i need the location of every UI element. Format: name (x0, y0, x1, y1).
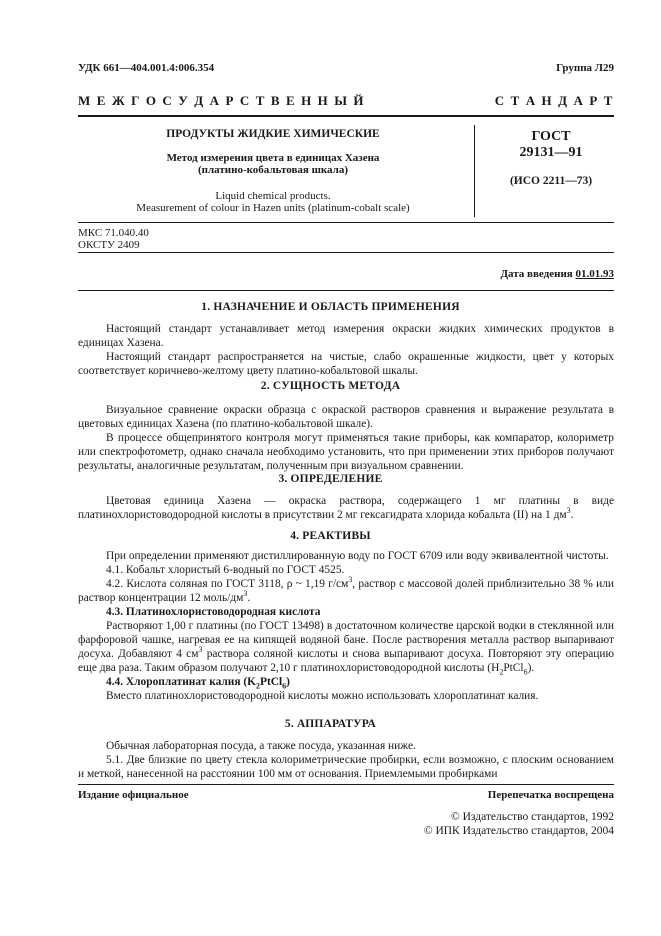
group-code: Группа Л29 (556, 62, 614, 74)
iso-number: (ИСО 2211—73) (509, 175, 593, 187)
date-intro-label: Дата введения (500, 268, 573, 280)
section-1-heading: 1. НАЗНАЧЕНИЕ И ОБЛАСТЬ ПРИМЕНЕНИЯ (201, 301, 460, 313)
clause-4-4-title: 4.4. Хлороплатинат калия $(K_2PtCl_6)$ (106, 676, 290, 691)
date-intro (500, 268, 614, 280)
title-divider (474, 125, 475, 217)
clause-4-3-body: Растворяют 1,00 г платины (по ГОСТ 13498) в достаточном количестве царской водки в стеклянной или фарфоровой чашке, нагревая ее на кипящей водяной бане. После растворения металла раствор выпаривают досуха. Добавляют 4 $см^3$ раствора соляной кислоты и снова выпаривают досуха. Повторяют эту операцию еще два раза. Таким образом получают 2,10 г платинохлористоводородной кислоты $(H_2PtCl_6)$. (78, 620, 614, 677)
copyright-block (424, 810, 614, 838)
title-en-1: Liquid chemical products. (215, 190, 331, 202)
date-intro-value: 01.01.93 (575, 268, 614, 280)
header-rule (78, 115, 614, 117)
clause-5-1: 5.1. Две близкие по цвету стекла колориметрические пробирки, если возможно, с плоским основанием и меткой, нанесенной на расстоянии 100 мм от основания. Приемлемыми пробирками (78, 754, 614, 780)
title-sub-2: (платино-кобальтовая шкала) (197, 164, 348, 176)
clause-4-3-title: 4.3. Платинохлористоводородная кислота (106, 606, 321, 618)
copyright-1992: © Издательство стандартов, 1992 (450, 811, 614, 823)
udc-code: УДК 661—404.001.4:006.354 (78, 62, 215, 74)
paragraph: Визуальное сравнение окраски образца с окраской растворов сравнения и выражение результата в цветовых единицах Хазена (по платино-кобальтовой шкале). (78, 404, 614, 430)
interstate-label: М Е Ж Г О С У Д А Р С Т В Е Н Н Ы Й (78, 93, 366, 108)
paragraph: Цветовая единица Хазена — окраска раствора, содержащего 1 мг платины в виде платинохлористоводородной кислоты в присутствии 2 мг гексагидрата хлорида кобальта (II) на 1 $дм^3$. (78, 495, 614, 521)
section-5-heading: 5. АППАРАТУРА (284, 718, 377, 730)
paragraph: Настоящий стандарт распространяется на чистые, слабо окрашенные жидкости, цвет у которых соответствует коричнево-желтому цвету платино-кобальтовой шкалы. (78, 351, 614, 377)
standard-label: С Т А Н Д А Р Т (494, 93, 614, 108)
paragraph: В процессе общепринятого контроля могут применяться такие приборы, как компаратор, колориметр или спектрофотометр, однако сначала необходимо установить, что при применении этих приборов получают результаты, аналогичные результатам, полученным при визуальном сравнении. (78, 432, 614, 472)
date-rule (78, 290, 614, 291)
copyright-2004: © ИПК Издательство стандартов, 2004 (423, 825, 614, 837)
reprint-notice: Перепечатка воспрещена (487, 789, 614, 801)
section-5-body (78, 739, 614, 781)
gost-label: ГОСТ (531, 129, 571, 144)
title-rule (78, 222, 614, 223)
clause-4-1: 4.1. Кобальт хлористый 6-водный по ГОСТ 4525. (106, 564, 345, 576)
section-2-body (78, 403, 614, 473)
codes-rule (78, 252, 614, 253)
paragraph: При определении применяют дистиллированную воду по ГОСТ 6709 или воду эквивалентной чистоты. (106, 550, 609, 562)
section-3-body (78, 494, 614, 522)
section-1-body (78, 322, 614, 378)
gost-number: 29131—91 (519, 145, 583, 160)
section-2-heading: 2. СУЩНОСТЬ МЕТОДА (260, 380, 401, 392)
title-main: ПРОДУКТЫ ЖИДКИЕ ХИМИЧЕСКИЕ (166, 128, 380, 140)
clause-4-4-body: Вместо платинохлористоводородной кислоты можно использовать хлороплатинат калия. (106, 690, 539, 702)
clause-4-2: 4.2. Кислота соляная по ГОСТ 3118, ρ ~ 1,19 $г/см^3$, раствор с массовой долей приблизительно 38 % или раствор концентрации 12 моль/$дм^3$. (78, 575, 614, 604)
title-sub-1: Метод измерения цвета в единицах Хазена (166, 152, 380, 164)
okstu-code: ОКСТУ 2409 (78, 239, 140, 251)
paragraph: Настоящий стандарт устанавливает метод измерения окраски жидких химических продуктов в единицах Хазена. (78, 323, 614, 349)
paragraph: Обычная лабораторная посуда, а также посуда, указанная ниже. (106, 740, 416, 752)
classification-codes (78, 227, 149, 251)
mks-code: МКС 71.040.40 (78, 227, 149, 239)
title-block-ru (78, 128, 468, 214)
section-4-heading: 4. РЕАКТИВЫ (290, 530, 371, 542)
official-edition: Издание официальное (78, 789, 189, 801)
section-4-body (78, 549, 614, 703)
section-3-heading: 3. ОПРЕДЕЛЕНИЕ (278, 473, 383, 485)
gost-block (476, 129, 626, 187)
footer-rule (78, 784, 614, 785)
title-en-2: Measurement of colour in Hazen units (platinum-cobalt scale) (136, 202, 410, 214)
